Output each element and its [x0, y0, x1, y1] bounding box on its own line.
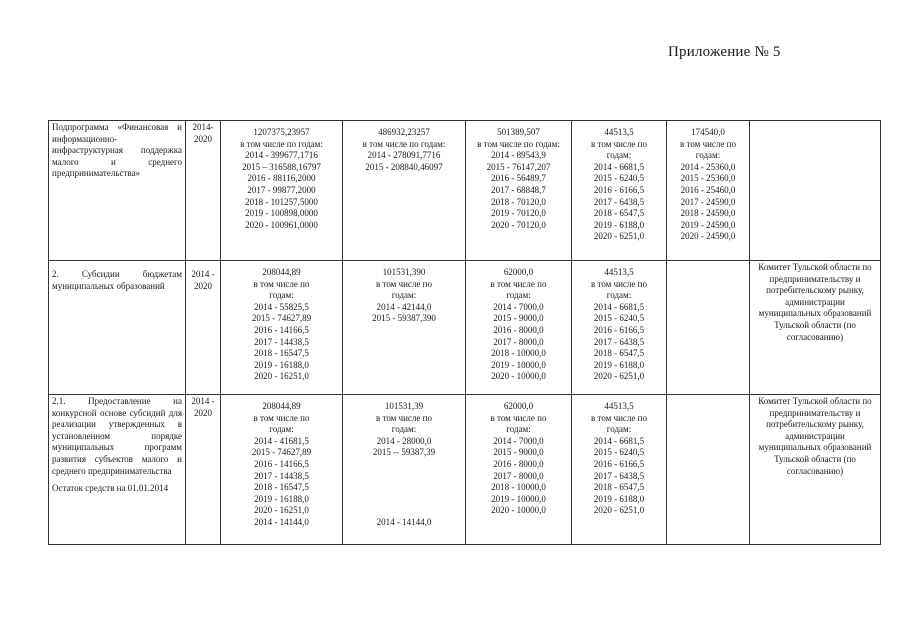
amount-total-cell: 208044,89 в том числе по годам: 2014 - 55825,5 2015 - 74627,89 2016 - 14166,5 2017 - 14438,5 2018 - 16547,5 2019 - 16188,0 2020 - 16251,0 [221, 261, 343, 395]
row-years: 2014 - 2020 [186, 395, 221, 545]
balance-label: Остаток средств на 01.01.2014 [52, 483, 169, 494]
amount-total: 62000,0 [503, 267, 534, 277]
amount-total: 208044,89 [262, 401, 301, 411]
table-row [49, 261, 881, 395]
table-row [49, 395, 881, 545]
amount-total: 486932,23257 [378, 127, 430, 137]
executor-cell [750, 121, 881, 261]
amount-total: 501389,507 [497, 127, 540, 137]
amount-total: 44513,5 [604, 127, 634, 137]
executor-cell: Комитет Тульской области по предпринимательству и потребительскому рынку, администрации муниципальных образований Тульской области (по согласованию) [750, 395, 881, 545]
amount-total: 101531,39 [384, 401, 424, 411]
amount-total-cell: 1207375,23957 в том числе по годам: 2014 - 399677,1716 2015 – 316588,16797 2016 - 88116,2000 2017 - 99877,2000 2018 - 101257,5000 2019 - 100898,0000 2020 - 100961,0000 [221, 121, 343, 261]
executor-cell: Комитет Тульской области по предпринимательству и потребительскому рынку, администрации муниципальных образований Тульской области (по согласованию) [750, 261, 881, 395]
amount-cell-3: 62000,0 в том числе по годам: 2014 - 7000,0 2015 - 9000,0 2016 - 8000,0 2017 - 8000,0 2018 - 10000,0 2019 - 10000,0 2020 - 10000,0 [466, 261, 572, 395]
row-years: 2014-2020 [186, 121, 221, 261]
row-name: Подпрограмма «Финансовая и информационно-инфраструктурная поддержка малого и среднего предпринимательства» [49, 121, 186, 261]
appendix-title: Приложение № 5 [668, 44, 781, 60]
amount-total: 44513,5 [604, 401, 634, 411]
amount-cell-3: 501389,507 в том числе по годам: 2014 - 89543,9 2015 - 76147,207 2016 - 56489,7 2017 - 68848,7 2018 - 70120,0 2019 - 70120,0 2020 - 70120,0 [466, 121, 572, 261]
amount-total: 44513,5 [604, 267, 634, 277]
amount-cell-2: 486932,23257 в том числе по годам: 2014 - 278091,7716 2015 - 208840,46097 [343, 121, 466, 261]
amount-total-cell: 208044,89 в том числе по годам: 2014 - 41681,5 2015 - 74627,89 2016 - 14166,5 2017 - 14438,5 2018 - 16547,5 2019 - 16188,0 2020 - 16251,0 2014 - 14144,0 [221, 395, 343, 545]
amount-cell-4: 44513,5 в том числе по годам: 2014 - 6681,5 2015 - 6240,5 2016 - 6166,5 2017 - 6438,5 2018 - 6547,5 2019 - 6188,0 2020 - 6251,0 [572, 395, 667, 545]
amount-cell-2: 101531,39 в том числе по годам: 2014 - 28000,0 2015 -- 59387,39 2014 - 14144,0 [343, 395, 466, 545]
amount-cell-5 [667, 395, 750, 545]
budget-table [48, 120, 881, 545]
row-name: 2.1. Предоставление на конкурсной основе субсидий для реализации утвержденных в установленном порядке муниципальных программ развития субъектов малого и среднего предпринимательства Остаток средств на 01.01.2014 [49, 395, 186, 545]
amount-cell-2: 101531,390 в том числе по годам: 2014 - 42144,0 2015 - 59387,390 [343, 261, 466, 395]
amount-total: 208044,89 [262, 267, 301, 277]
amount-total: 174540,0 [691, 127, 725, 137]
amount-cell-3: 62000,0 в том числе по годам: 2014 - 7000,0 2015 - 9000,0 2016 - 8000,0 2017 - 8000,0 2018 - 10000,0 2019 - 10000,0 2020 - 10000,0 [466, 395, 572, 545]
row-years: 2014 - 2020 [186, 261, 221, 395]
amount-cell-5: 174540,0 в том числе по годам: 2014 - 25360,0 2015 - 25360,0 2016 - 25460,0 2017 - 24590,0 2018 - 24590,0 2019 - 24590,0 2020 - 24590,0 [667, 121, 750, 261]
balance-amount: 2014 - 14144,0 [376, 516, 432, 527]
table-row [49, 121, 881, 261]
amount-cell-4: 44513,5 в том числе по годам: 2014 - 6681,5 2015 - 6240,5 2016 - 6166,5 2017 - 6438,5 2018 - 6547,5 2019 - 6188,0 2020 - 6251,0 [572, 121, 667, 261]
amount-cell-4: 44513,5 в том числе по годам: 2014 - 6681,5 2015 - 6240,5 2016 - 6166,5 2017 - 6438,5 2018 - 6547,5 2019 - 6188,0 2020 - 6251,0 [572, 261, 667, 395]
amount-total: 62000,0 [503, 401, 534, 411]
amount-total: 1207375,23957 [253, 127, 310, 137]
row-name: 2. Субсидии бюджетам муниципальных образований [49, 261, 186, 395]
amount-cell-5 [667, 261, 750, 395]
amount-total: 101531,390 [382, 267, 426, 277]
